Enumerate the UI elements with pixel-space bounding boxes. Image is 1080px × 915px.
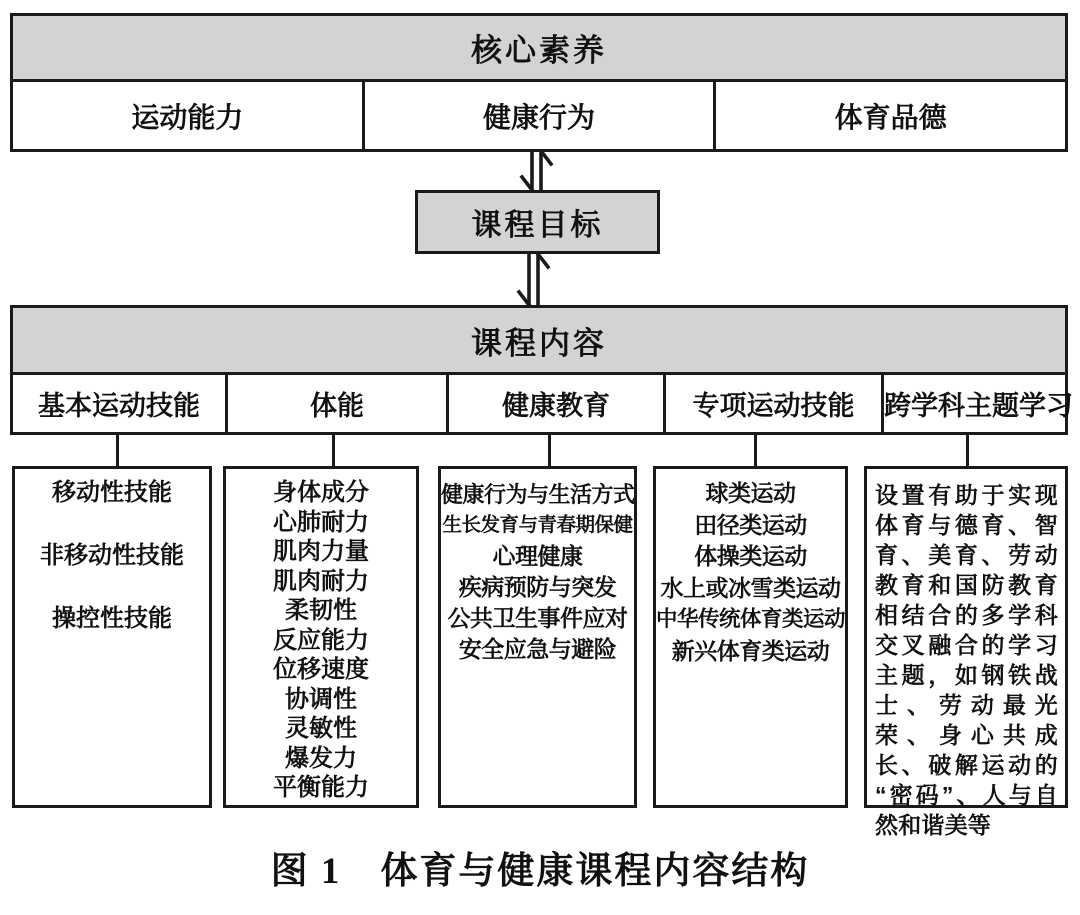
list-item: 健康行为与生活方式 [441,482,635,507]
column-header-interdisciplinary-learning: 跨学科主题学习 [881,375,1073,432]
connector-line [332,435,335,466]
detail-box-specialized-sports-skills [653,466,848,808]
course-objectives-box [415,190,660,254]
list-item: 反应能力 [273,626,369,654]
list-item: 灵敏性 [285,715,357,742]
list-item: 肌肉耐力 [273,567,369,595]
column-header-basic-motor-skills: 基本运动技能 [38,391,200,421]
bidirectional-arrow-icon [512,254,556,310]
list-item: 肌肉力量 [273,538,369,565]
detail-box-physical-fitness [223,466,419,808]
course-content-box [10,305,1073,435]
column-header-physical-fitness: 体能 [225,375,446,432]
course-objectives-label: 课程目标 [471,209,604,242]
list-item: 田径类运动 [694,511,807,538]
connector-line [966,435,969,466]
list-item: 公共卫生事件应对 [447,605,628,631]
core-competencies-row [13,82,1065,149]
connector-line [754,435,757,466]
list-item: 协调性 [285,685,357,713]
core-competencies-title: 核心素养 [13,16,1065,82]
list-item: 非移动性技能 [40,542,184,569]
list-item: 柔韧性 [285,597,357,624]
list-item: 中华传统体育类运动 [656,607,846,631]
list-item: 体操类运动 [694,543,807,569]
core-cell-healthy-behavior: 健康行为 [362,82,714,149]
list-item: 新兴体育类运动 [671,637,830,664]
list-item: 操控性技能 [52,605,172,632]
list-item: 球类运动 [705,480,796,506]
detail-box-interdisciplinary-learning [864,466,1068,838]
detail-list-basic-motor-skills [15,469,209,631]
detail-list-physical-fitness [226,469,416,803]
figure-caption: 图 1 体育与健康课程内容结构 [270,851,810,892]
column-header-health-education: 健康教育 [446,375,663,432]
list-item: 心理健康 [492,543,583,569]
detail-list-specialized-sports-skills [656,469,845,667]
connector-line [548,435,551,466]
detail-box-health-education [438,466,637,808]
detail-list-health-education [441,469,634,665]
list-item: 位移速度 [273,656,369,683]
core-competencies-box [10,13,1068,152]
list-item: 心肺耐力 [273,508,369,536]
core-cell-athletic-ability: 运动能力 [131,101,244,133]
list-item: 疾病预防与突发 [458,574,617,600]
list-item: 爆发力 [285,744,357,772]
column-header-specialized-sports-skills: 专项运动技能 [663,375,881,432]
core-cell-sports-morality: 体育品德 [713,82,1065,149]
list-item: 平衡能力 [273,774,369,801]
list-item: 身体成分 [273,479,369,506]
course-content-columns-row [13,375,1073,432]
list-item: 移动性技能 [52,479,172,506]
detail-box-basic-motor-skills [12,466,212,808]
list-item: 安全应急与避险 [458,636,617,662]
bidirectional-arrow-icon [515,151,559,195]
list-item: 水上或冰雪类运动 [660,574,841,601]
course-content-title: 课程内容 [13,308,1065,375]
connector-line [116,435,119,466]
list-item: 生长发育与青春期保健 [442,514,633,536]
interdisciplinary-description: 设置有助于实现体育与德育、智育、美育、劳动教育和国防教育相结合的多学科交叉融合的学习主题，如钢铁战士、劳动最光荣、身心共成长、破解运动的“密码”、人与自然和谐美等 [875,482,1058,838]
